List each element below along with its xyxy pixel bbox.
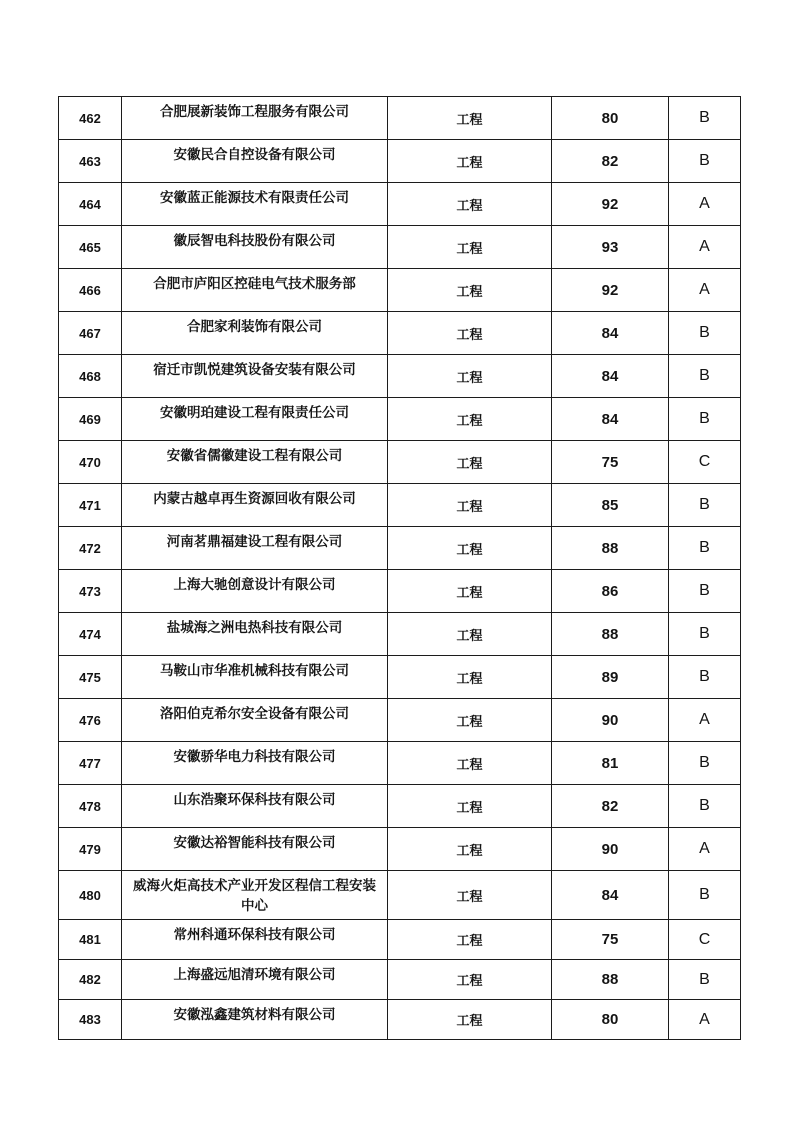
category-cell: 工程 xyxy=(388,871,552,920)
company-name-cell: 安徽蓝正能源技术有限责任公司 xyxy=(122,183,388,226)
category-cell: 工程 xyxy=(388,312,552,355)
category-cell: 工程 xyxy=(388,570,552,613)
score-cell: 81 xyxy=(552,742,669,785)
grade-cell: B xyxy=(669,570,741,613)
serial-cell: 470 xyxy=(59,441,122,484)
score-cell: 90 xyxy=(552,828,669,871)
score-cell: 90 xyxy=(552,699,669,742)
grade-cell: B xyxy=(669,312,741,355)
score-cell: 92 xyxy=(552,269,669,312)
grade-cell: B xyxy=(669,355,741,398)
company-name-cell: 徽辰智电科技股份有限公司 xyxy=(122,226,388,269)
category-cell: 工程 xyxy=(388,355,552,398)
serial-cell: 475 xyxy=(59,656,122,699)
serial-cell: 466 xyxy=(59,269,122,312)
serial-cell: 477 xyxy=(59,742,122,785)
serial-cell: 469 xyxy=(59,398,122,441)
company-name-cell: 马鞍山市华准机械科技有限公司 xyxy=(122,656,388,699)
table-row xyxy=(59,183,741,226)
grade-cell: B xyxy=(669,656,741,699)
company-name-cell: 安徽民合自控设备有限公司 xyxy=(122,140,388,183)
grade-cell: A xyxy=(669,828,741,871)
table-row xyxy=(59,226,741,269)
serial-cell: 473 xyxy=(59,570,122,613)
grade-cell: A xyxy=(669,226,741,269)
score-cell: 75 xyxy=(552,441,669,484)
score-cell: 88 xyxy=(552,613,669,656)
category-cell: 工程 xyxy=(388,1000,552,1040)
grade-cell: B xyxy=(669,613,741,656)
table-row xyxy=(59,355,741,398)
category-cell: 工程 xyxy=(388,527,552,570)
company-name-cell: 合肥市庐阳区控硅电气技术服务部 xyxy=(122,269,388,312)
category-cell: 工程 xyxy=(388,269,552,312)
company-name-cell: 合肥展新装饰工程服务有限公司 xyxy=(122,97,388,140)
score-cell: 89 xyxy=(552,656,669,699)
score-cell: 80 xyxy=(552,97,669,140)
grade-cell: A xyxy=(669,269,741,312)
category-cell: 工程 xyxy=(388,742,552,785)
category-cell: 工程 xyxy=(388,484,552,527)
table-row xyxy=(59,398,741,441)
company-name-cell: 上海大驰创意设计有限公司 xyxy=(122,570,388,613)
serial-cell: 474 xyxy=(59,613,122,656)
serial-cell: 467 xyxy=(59,312,122,355)
table-row xyxy=(59,920,741,960)
score-cell: 93 xyxy=(552,226,669,269)
grade-cell: C xyxy=(669,920,741,960)
serial-cell: 468 xyxy=(59,355,122,398)
company-name-cell: 宿迁市凯悦建筑设备安装有限公司 xyxy=(122,355,388,398)
table-row xyxy=(59,484,741,527)
serial-cell: 471 xyxy=(59,484,122,527)
serial-cell: 465 xyxy=(59,226,122,269)
company-name-cell: 山东浩聚环保科技有限公司 xyxy=(122,785,388,828)
table-row xyxy=(59,312,741,355)
grade-cell: B xyxy=(669,97,741,140)
grade-cell: A xyxy=(669,1000,741,1040)
serial-cell: 482 xyxy=(59,960,122,1000)
serial-cell: 478 xyxy=(59,785,122,828)
company-name-cell: 内蒙古越卓再生资源回收有限公司 xyxy=(122,484,388,527)
grade-cell: B xyxy=(669,484,741,527)
company-name-cell: 安徽骄华电力科技有限公司 xyxy=(122,742,388,785)
table-row xyxy=(59,699,741,742)
score-cell: 88 xyxy=(552,960,669,1000)
score-cell: 85 xyxy=(552,484,669,527)
table-row xyxy=(59,1000,741,1040)
table-row xyxy=(59,656,741,699)
category-cell: 工程 xyxy=(388,785,552,828)
score-cell: 75 xyxy=(552,920,669,960)
table-row xyxy=(59,570,741,613)
serial-cell: 463 xyxy=(59,140,122,183)
category-cell: 工程 xyxy=(388,656,552,699)
table-row xyxy=(59,441,741,484)
company-name-cell: 合肥家利装饰有限公司 xyxy=(122,312,388,355)
grade-cell: B xyxy=(669,398,741,441)
category-cell: 工程 xyxy=(388,183,552,226)
category-cell: 工程 xyxy=(388,226,552,269)
company-name-cell: 河南茗鼎福建设工程有限公司 xyxy=(122,527,388,570)
company-name-cell: 常州科通环保科技有限公司 xyxy=(122,920,388,960)
category-cell: 工程 xyxy=(388,613,552,656)
company-name-cell: 安徽泓鑫建筑材料有限公司 xyxy=(122,1000,388,1040)
grade-cell: C xyxy=(669,441,741,484)
table-row xyxy=(59,828,741,871)
company-name-cell: 洛阳伯克希尔安全设备有限公司 xyxy=(122,699,388,742)
table-row xyxy=(59,960,741,1000)
company-name-cell: 安徽省儒徽建设工程有限公司 xyxy=(122,441,388,484)
serial-cell: 483 xyxy=(59,1000,122,1040)
table-row xyxy=(59,871,741,920)
category-cell: 工程 xyxy=(388,828,552,871)
category-cell: 工程 xyxy=(388,441,552,484)
category-cell: 工程 xyxy=(388,398,552,441)
grade-cell: B xyxy=(669,140,741,183)
score-cell: 82 xyxy=(552,785,669,828)
table-row xyxy=(59,785,741,828)
category-cell: 工程 xyxy=(388,699,552,742)
serial-cell: 476 xyxy=(59,699,122,742)
score-cell: 88 xyxy=(552,527,669,570)
score-cell: 84 xyxy=(552,871,669,920)
score-cell: 84 xyxy=(552,355,669,398)
category-cell: 工程 xyxy=(388,920,552,960)
grade-cell: A xyxy=(669,699,741,742)
grade-cell: A xyxy=(669,183,741,226)
serial-cell: 480 xyxy=(59,871,122,920)
grade-cell: B xyxy=(669,960,741,1000)
table-row xyxy=(59,140,741,183)
rating-table-body xyxy=(59,97,741,1040)
serial-cell: 462 xyxy=(59,97,122,140)
grade-cell: B xyxy=(669,527,741,570)
serial-cell: 479 xyxy=(59,828,122,871)
score-cell: 82 xyxy=(552,140,669,183)
category-cell: 工程 xyxy=(388,97,552,140)
company-name-cell: 安徽明珀建设工程有限责任公司 xyxy=(122,398,388,441)
table-row xyxy=(59,613,741,656)
company-name-cell: 盐城海之洲电热科技有限公司 xyxy=(122,613,388,656)
score-cell: 80 xyxy=(552,1000,669,1040)
category-cell: 工程 xyxy=(388,960,552,1000)
category-cell: 工程 xyxy=(388,140,552,183)
score-cell: 84 xyxy=(552,398,669,441)
score-cell: 86 xyxy=(552,570,669,613)
grade-cell: B xyxy=(669,785,741,828)
grade-cell: B xyxy=(669,871,741,920)
table-row xyxy=(59,97,741,140)
table-row xyxy=(59,269,741,312)
company-rating-table xyxy=(58,96,741,1040)
score-cell: 92 xyxy=(552,183,669,226)
serial-cell: 464 xyxy=(59,183,122,226)
company-name-cell: 威海火炬高技术产业开发区程信工程安装中心 xyxy=(122,871,388,920)
serial-cell: 481 xyxy=(59,920,122,960)
company-name-cell: 安徽达裕智能科技有限公司 xyxy=(122,828,388,871)
table-row xyxy=(59,527,741,570)
grade-cell: B xyxy=(669,742,741,785)
company-name-cell: 上海盛远旭清环境有限公司 xyxy=(122,960,388,1000)
serial-cell: 472 xyxy=(59,527,122,570)
score-cell: 84 xyxy=(552,312,669,355)
table-row xyxy=(59,742,741,785)
